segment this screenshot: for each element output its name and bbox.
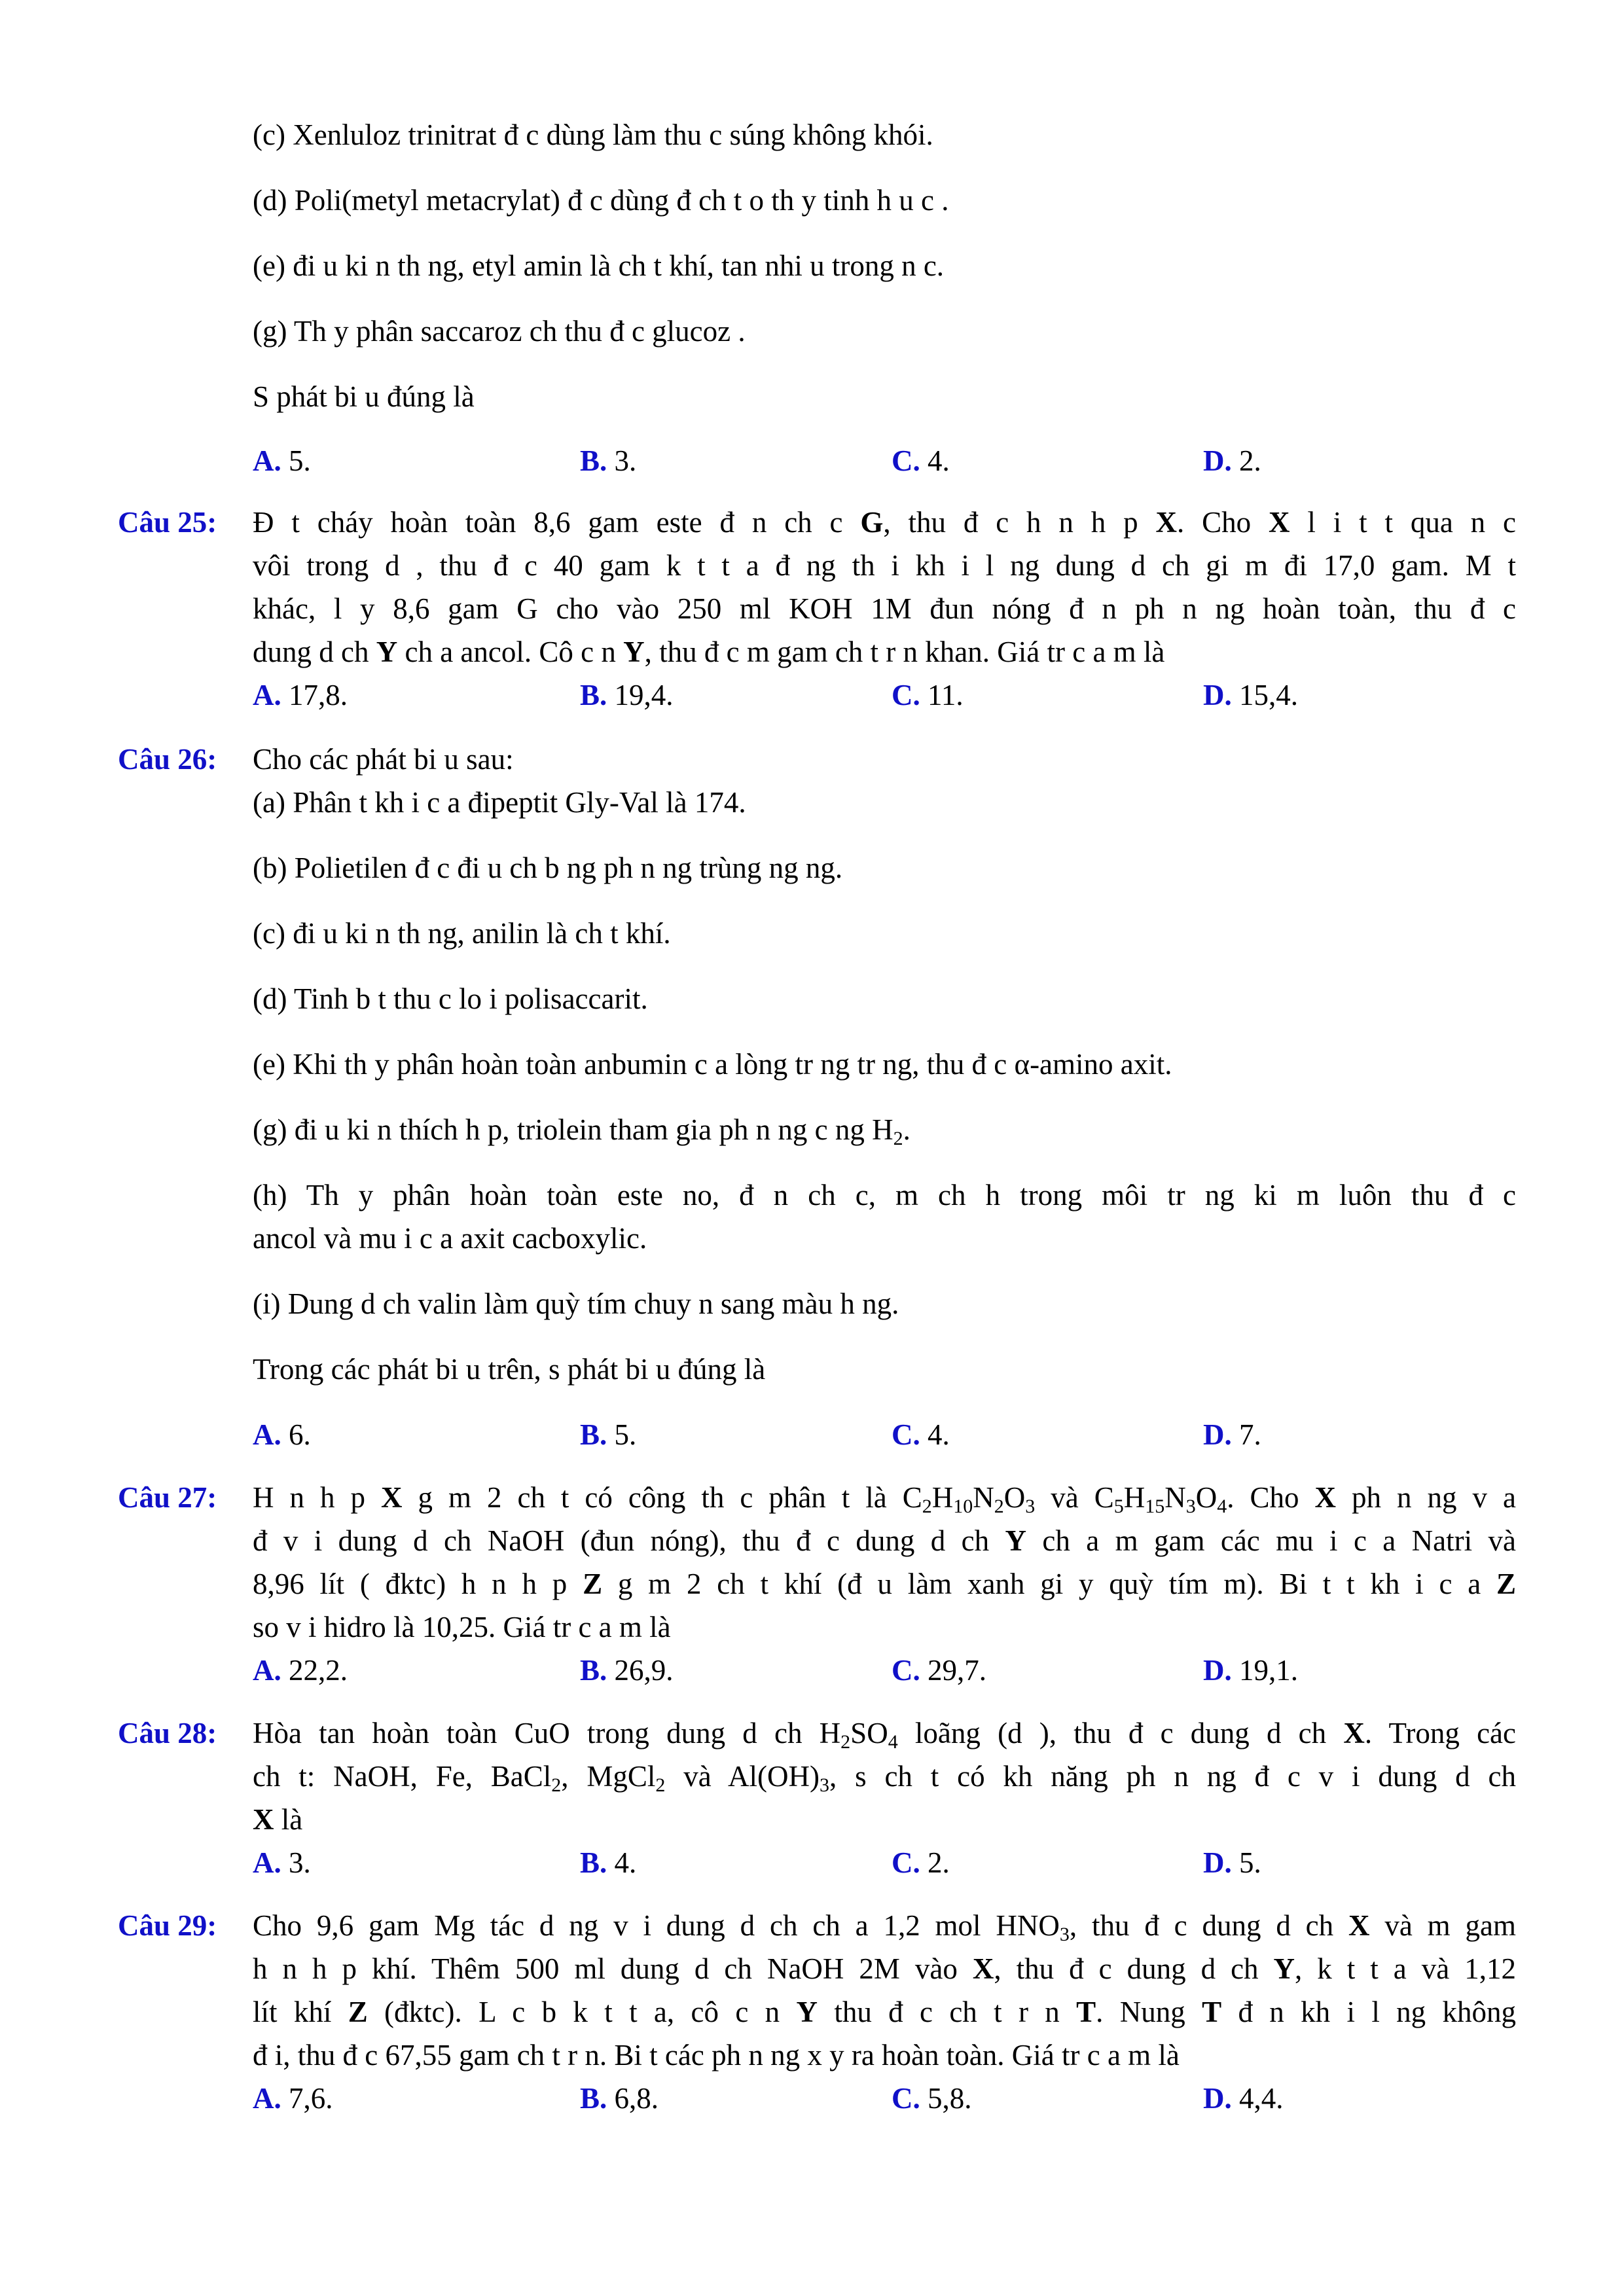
answer-option[interactable]: C. 2. bbox=[892, 1846, 950, 1879]
answer-option[interactable]: D. 7. bbox=[1203, 1418, 1261, 1451]
statement-e: (e) Khi th y phân hoàn toàn anbumin c a lòng tr ng tr ng, thu đ c α-amino axit. bbox=[253, 1048, 1172, 1081]
question-text: 8,96 lít ( đktc) h n h p Z g m 2 ch t khí (đ u làm xanh gi y quỳ tím m). Bi t t kh i c a Z bbox=[253, 1568, 1516, 1600]
answer-option[interactable]: D. 19,1. bbox=[1203, 1654, 1298, 1687]
question-label: Câu 25: bbox=[118, 506, 217, 539]
question-text: dung d ch Y ch a ancol. Cô c n Y, thu đ c m gam ch t r n khan. Giá tr c a m là bbox=[253, 636, 1165, 668]
answer-option[interactable]: D. 15,4. bbox=[1203, 679, 1298, 711]
statement-a: (a) Phân t kh i c a đipeptit Gly-Val là 174. bbox=[253, 786, 746, 819]
statement-h: (h) Th y phân hoàn toàn este no, đ n ch c, m ch h trong môi tr ng ki m luôn thu đ c bbox=[253, 1179, 1516, 1211]
answer-option[interactable]: C. 29,7. bbox=[892, 1654, 986, 1687]
answer-option[interactable]: B. 3. bbox=[580, 444, 637, 477]
answer-option[interactable]: A. 22,2. bbox=[253, 1654, 348, 1687]
question-text: đ v i dung d ch NaOH (đun nóng), thu đ c dung d ch Y ch a m gam các mu i c a Natri và bbox=[253, 1524, 1516, 1557]
question-text: Cho các phát bi u sau: bbox=[253, 743, 514, 776]
answer-option[interactable]: A. 5. bbox=[253, 444, 311, 477]
statement-e: (e) đi u ki n th ng, etyl amin là ch t khí, tan nhi u trong n c. bbox=[253, 249, 945, 282]
statement-b: (b) Polietilen đ c đi u ch b ng ph n ng trùng ng ng. bbox=[253, 852, 843, 884]
answer-option[interactable]: B. 4. bbox=[580, 1846, 637, 1879]
statement-c: (c) đi u ki n th ng, anilin là ch t khí. bbox=[253, 917, 671, 950]
question-label: Câu 28: bbox=[118, 1717, 217, 1749]
question-text: so v i hidro là 10,25. Giá tr c a m là bbox=[253, 1611, 671, 1643]
question-text: đ i, thu đ c 67,55 gam ch t r n. Bi t các ph n ng x y ra hoàn toàn. Giá tr c a m là bbox=[253, 2039, 1180, 2072]
question-text: Hòa tan hoàn toàn CuO trong dung d ch $H_2SO_4$ loãng (d ), thu đ c dung d ch X. Trong các bbox=[253, 1717, 1516, 1753]
question-text: ch t: NaOH, Fe, BaCl$_2$, MgCl$_2$ và $Al(OH)_3$, s ch t có kh năng ph n ng đ c v i dung d ch bbox=[253, 1760, 1516, 1796]
question-label: Câu 29: bbox=[118, 1909, 217, 1942]
statement-h: ancol và mu i c a axit cacboxylic. bbox=[253, 1222, 647, 1255]
question-text: khác, l y 8,6 gam G cho vào 250 ml KOH 1M đun nóng đ n ph n ng hoàn toàn, thu đ c bbox=[253, 592, 1516, 625]
answer-option[interactable]: A. 17,8. bbox=[253, 679, 348, 711]
statement-d: (d) Poli(metyl metacrylat) đ c dùng đ ch t o th y tinh h u c . bbox=[253, 184, 949, 217]
answer-option[interactable]: A. 7,6. bbox=[253, 2082, 333, 2115]
question-label: Câu 27: bbox=[118, 1481, 217, 1514]
statement-c: (c) Xenluloz trinitrat đ c dùng làm thu c súng không khói. bbox=[253, 118, 933, 151]
answer-option[interactable]: C. 11. bbox=[892, 679, 964, 711]
statement-i: (i) Dung d ch valin làm quỳ tím chuy n sang màu h ng. bbox=[253, 1287, 899, 1320]
answer-option[interactable]: C. 4. bbox=[892, 444, 950, 477]
answer-option[interactable]: B. 6,8. bbox=[580, 2082, 659, 2115]
question-text: Đ t cháy hoàn toàn 8,6 gam este đ n ch c G, thu đ c h n h p X. Cho X l i t t qua n c bbox=[253, 506, 1517, 539]
statement-g: (g) Th y phân saccaroz ch thu đ c glucoz . bbox=[253, 315, 746, 348]
question-text: vôi trong d , thu đ c 40 gam k t t a đ ng th i kh i l ng dung d ch gi m đi 17,0 gam. M t bbox=[253, 549, 1516, 582]
answer-option[interactable]: A. 3. bbox=[253, 1846, 311, 1879]
answer-option[interactable]: C. 5,8. bbox=[892, 2082, 972, 2115]
answer-option[interactable]: D. 5. bbox=[1203, 1846, 1261, 1879]
question-prompt: Trong các phát bi u trên, s phát bi u đúng là bbox=[253, 1353, 766, 1386]
answer-option[interactable]: B. 19,4. bbox=[580, 679, 674, 711]
statement-g: (g) đi u ki n thích h p, triolein tham gia ph n ng c ng $H_2$. bbox=[253, 1113, 911, 1149]
answer-option[interactable]: B. 26,9. bbox=[580, 1654, 674, 1687]
question-label: Câu 26: bbox=[118, 743, 217, 776]
answer-option[interactable]: D. 2. bbox=[1203, 444, 1261, 477]
answer-option[interactable]: C. 4. bbox=[892, 1418, 950, 1451]
answer-option[interactable]: B. 5. bbox=[580, 1418, 637, 1451]
answer-option[interactable]: A. 6. bbox=[253, 1418, 311, 1451]
answer-option[interactable]: D. 4,4. bbox=[1203, 2082, 1284, 2115]
question-text: h n h p khí. Thêm 500 ml dung d ch NaOH 2M vào X, thu đ c dung d ch Y, k t t a và 1,12 bbox=[253, 1952, 1516, 1985]
statement-d: (d) Tinh b t thu c lo i polisaccarit. bbox=[253, 982, 648, 1015]
question-text: H n h p X g m 2 ch t có công th c phân t là $C_2H_{10}N_2O_3$ và $C_5H_{15}N_3O_4$. Cho X ph n ng v a bbox=[253, 1481, 1516, 1517]
question-text: lít khí Z (đktc). L c b k t t a, cô c n Y thu đ c ch t r n T. Nung T đ n kh i l ng không bbox=[253, 1996, 1517, 2028]
question-text: Cho 9,6 gam Mg tác d ng v i dung d ch ch a 1,2 mol $HNO_3$, thu đ c dung d ch X và m gam bbox=[253, 1909, 1517, 1945]
question-text: X là bbox=[253, 1803, 303, 1836]
question-prompt: S phát bi u đúng là bbox=[253, 380, 475, 413]
